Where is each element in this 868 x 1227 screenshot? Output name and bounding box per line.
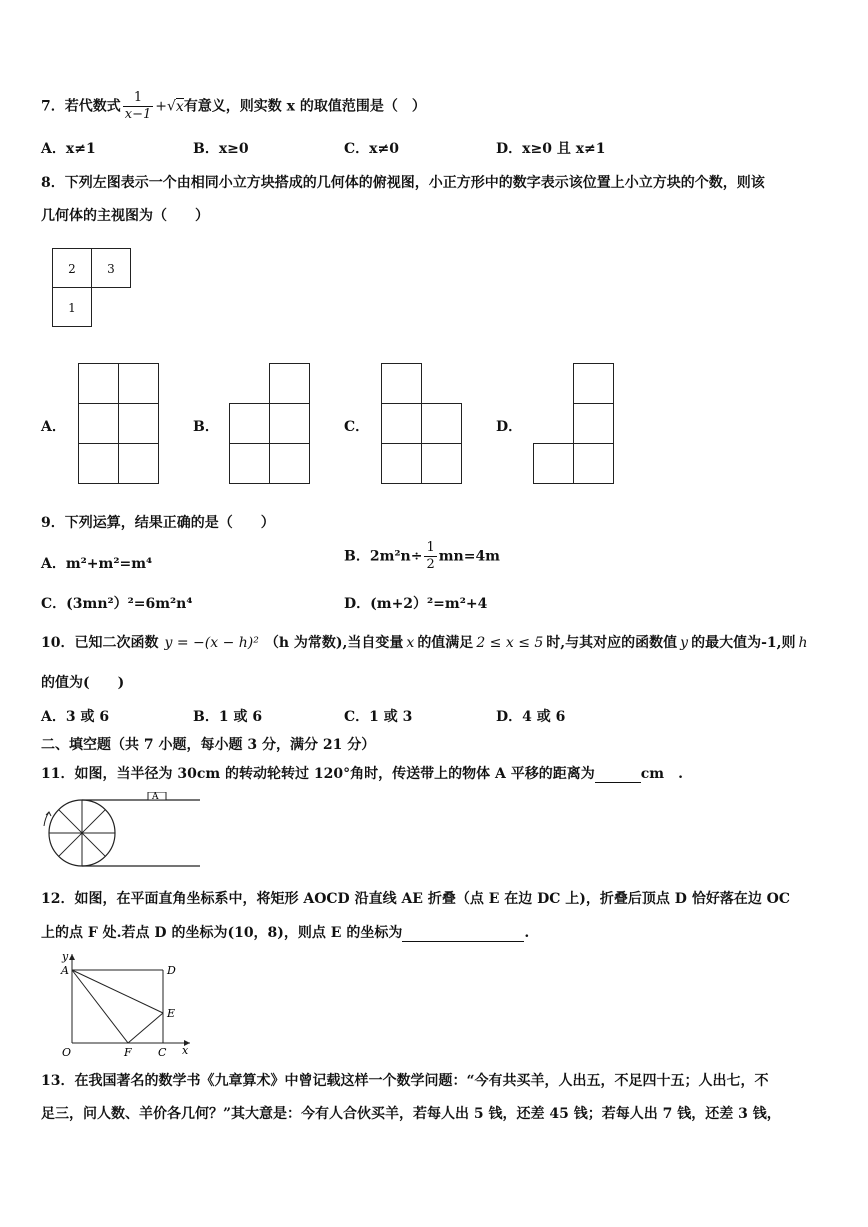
q7-frac-num: 1 — [133, 90, 143, 105]
q7-suffix: 有意义，则实数 x 的取值范围是（ ） — [183, 98, 426, 115]
view-cell — [78, 403, 119, 444]
q9-stem: 9．下列运算，结果正确的是（ ） — [41, 515, 275, 531]
q10-mid4: 的最大值为-1,则 — [691, 635, 796, 651]
q9-frac-den: 2 — [426, 557, 435, 572]
view-cell — [229, 403, 270, 444]
q12-line2-post: . — [524, 925, 530, 941]
q10-option-d: D．4 或 6 — [496, 709, 566, 725]
q10-var-x: x — [406, 635, 415, 651]
q7-option-c: C．x≠0 — [344, 141, 399, 157]
q7-plus: + — [155, 98, 167, 115]
q7-sqrt-var: x — [175, 98, 184, 115]
label-o: O — [62, 1046, 72, 1059]
view-cell — [118, 403, 159, 444]
top-view-cell: 3 — [91, 248, 131, 288]
view-cell — [573, 403, 614, 444]
top-view-cell: 1 — [52, 287, 92, 327]
q12-line2-pre: 上的点 F 处.若点 D 的坐标为(10，8)，则点 E 的坐标为 — [41, 925, 403, 941]
label-e: E — [167, 1007, 176, 1020]
view-cell — [269, 443, 310, 484]
view-cell — [533, 443, 574, 484]
q9-option-b — [344, 540, 500, 573]
q7-option-b: B．x≥0 — [193, 141, 249, 157]
q11-stem — [41, 763, 683, 783]
view-cell — [381, 443, 422, 484]
top-view-cell: 2 — [52, 248, 92, 288]
q10-prefix: 10．已知二次函数 — [41, 635, 159, 651]
view-cell — [118, 443, 159, 484]
view-cell — [229, 443, 270, 484]
q8-option-c-label: C． — [344, 419, 370, 435]
label-d: D — [167, 964, 176, 977]
q10-var-h: h — [798, 635, 808, 651]
q9-option-a: A．m²+m²=m⁴ — [41, 556, 153, 572]
q13-line2: 足三，问人数、羊价各几何？”其大意是：今有人合伙买羊，若每人出 5 钱，还差 45 钱；若每人出 7 钱，还差 3 钱， — [41, 1106, 781, 1122]
q11-text-pre: 11．如图，当半径为 30cm 的转动轮转过 120°角时，传送带上的物体 A 平移的距离为 — [41, 766, 595, 782]
q8-option-a-label: A． — [41, 419, 66, 435]
q12-line1: 12．如图，在平面直角坐标系中，将矩形 AOCD 沿直线 AE 折叠（点 E 在边 DC 上)，折叠后顶点 D 恰好落在边 OC — [41, 891, 791, 907]
q7-fraction — [123, 90, 154, 123]
view-cell — [381, 403, 422, 444]
label-c: C — [158, 1046, 167, 1059]
answer-blank[interactable] — [595, 766, 641, 783]
view-cell — [421, 403, 462, 444]
q11-text-post: cm . — [640, 766, 683, 782]
q9-option-b-pre: B．2m²n÷ — [344, 548, 423, 565]
q9-frac-num: 1 — [426, 540, 435, 555]
q8-option-d-label: D． — [496, 419, 523, 435]
q10-line1 — [41, 632, 808, 652]
q9-option-d: D．(m+2）²=m²+4 — [344, 596, 488, 612]
q12-line2 — [41, 922, 529, 942]
q10-function: y = −(x − h)² — [164, 635, 259, 651]
q10-mid2: 的值满足 — [417, 635, 474, 651]
q8-line2: 几何体的主视图为（ ） — [41, 208, 209, 224]
view-cell — [78, 443, 119, 484]
coordinate-figure — [50, 948, 210, 1060]
q7-stem — [41, 90, 426, 123]
view-cell — [269, 403, 310, 444]
view-cell — [269, 363, 310, 404]
q10-option-c: C．1 或 3 — [344, 709, 413, 725]
q10-inequality: 2 ≤ x ≤ 5 — [476, 635, 544, 651]
label-f: F — [124, 1046, 132, 1059]
view-cell — [573, 443, 614, 484]
q8-line1: 8．下列左图表示一个由相同小立方块搭成的几何体的俯视图，小正方形中的数字表示该位置上小立方块的个数，则该 — [41, 175, 765, 191]
view-cell — [78, 363, 119, 404]
q7-frac-den: x−1 — [124, 107, 152, 122]
q7-prefix: 7．若代数式 — [41, 98, 121, 115]
q9-option-c: C．(3mn²）²=6m²n⁴ — [41, 596, 193, 612]
object-a-label: A — [152, 792, 159, 802]
q9-option-b-fraction — [424, 540, 436, 573]
view-cell — [381, 363, 422, 404]
q8-option-b-label: B． — [193, 419, 219, 435]
sqrt-symbol: √ — [166, 98, 176, 115]
q10-var-y: y — [680, 635, 689, 651]
view-cell — [573, 363, 614, 404]
q10-option-a: A．3 或 6 — [41, 709, 110, 725]
view-cell — [421, 443, 462, 484]
q7-option-a: A．x≠1 — [41, 141, 96, 157]
q7-option-d: D．x≥0 且 x≠1 — [496, 141, 606, 157]
label-a: A — [61, 964, 69, 977]
label-y: y — [62, 950, 69, 963]
answer-blank[interactable] — [402, 925, 524, 942]
view-cell — [118, 363, 159, 404]
conveyor-wheel-figure — [40, 792, 210, 872]
q9-option-b-post: mn=4m — [438, 548, 500, 565]
q10-mid3: 时,与其对应的函数值 — [546, 635, 678, 651]
q10-line2: 的值为( ) — [41, 675, 125, 691]
label-x: x — [182, 1044, 189, 1057]
q10-mid1: （h 为常数),当自变量 — [264, 635, 404, 651]
q10-option-b: B．1 或 6 — [193, 709, 263, 725]
q13-line1: 13．在我国著名的数学书《九章算术》中曾记载这样一个数学问题：“今有共买羊，人出五，不足四十五；人出七，不 — [41, 1073, 769, 1089]
section-title: 二、填空题（共 7 小题，每小题 3 分，满分 21 分） — [41, 737, 376, 753]
